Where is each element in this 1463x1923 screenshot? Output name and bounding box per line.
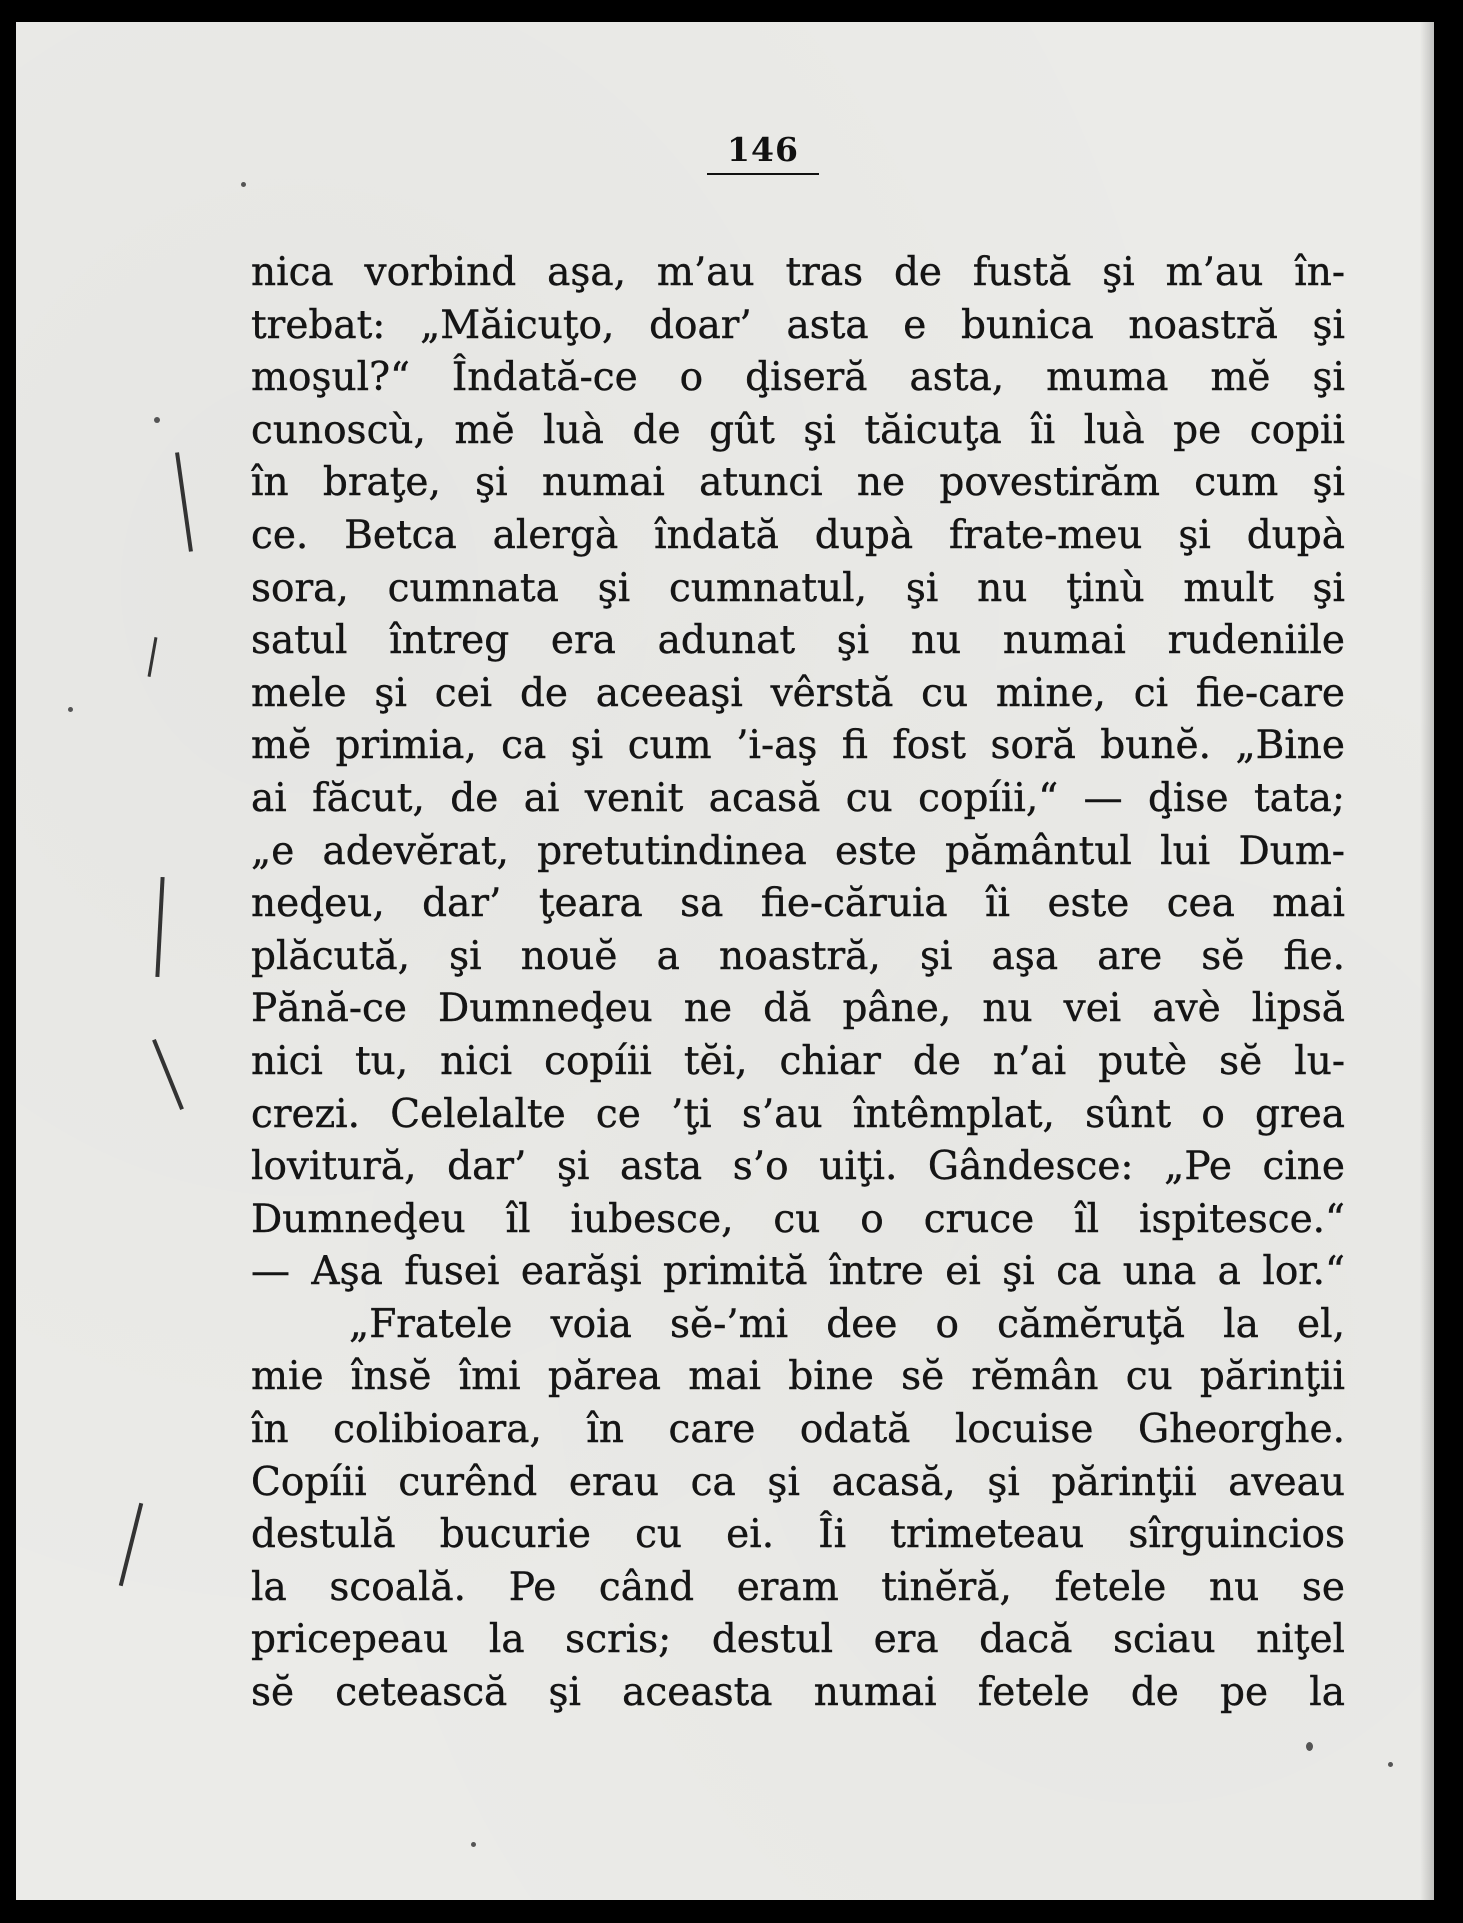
page-edge-shadow	[1420, 22, 1434, 1900]
text-line: Copíii curênd erau ca şi acasă, şi părinţii aveau	[251, 1459, 1345, 1505]
paper-speck	[471, 1842, 476, 1847]
page-header	[16, 130, 1434, 175]
paper-speck	[1306, 1742, 1313, 1751]
text-line: „e adevĕrat, pretutindinea este pământul lui Dum-	[251, 828, 1345, 874]
text-line: „Fratele voia sĕ-’mi dee o cămĕruţă la el,	[349, 1301, 1345, 1347]
text-line: Pănă-ce Dumneḑeu ne dă pâne, nu vei avè lipsă	[251, 986, 1345, 1032]
text-line: — Aşa fusei earăşi primită între ei şi ca una a lor.“	[251, 1249, 1345, 1295]
text-line: sora, cumnata şi cumnatul, şi nu ţinù mult şi	[251, 565, 1345, 611]
margin-pencil-mark	[119, 1503, 143, 1586]
text-line: moşul?“ Îndată-ce o ḑiseră asta, muma mĕ şi	[251, 355, 1345, 401]
margin-pencil-mark	[175, 452, 193, 552]
paper-speck	[1388, 1762, 1393, 1767]
paper-speck	[154, 417, 160, 423]
text-line: nica vorbind aşa, m’au tras de fustă şi m’au în-	[251, 250, 1345, 295]
text-line: ai făcut, de ai venit acasă cu copíii,“ — ḑise tata;	[251, 775, 1345, 821]
margin-pencil-mark	[148, 637, 158, 677]
text-line: mele şi cei de aceeaşi vêrstă cu mine, ci fie-care	[251, 670, 1345, 716]
text-line: trebat: „Măicuţo, doar’ asta e bunica noastră şi	[251, 302, 1345, 348]
text-line: pricepeau la scris; destul era dacă sciau niţel	[251, 1617, 1345, 1663]
text-line: satul întreg era adunat şi nu numai rudeniile	[251, 618, 1345, 664]
text-line: la scoală. Pe când eram tinĕră, fetele nu se	[251, 1564, 1345, 1610]
text-line: cunoscù, mĕ luà de gût şi tăicuţa îi luà pe copii	[251, 407, 1345, 453]
text-line: destulă bucurie cu ei. Îi trimeteau sîrguincios	[251, 1512, 1345, 1558]
text-line: nici tu, nici copíii tĕi, chiar de n’ai putè sĕ lu-	[251, 1038, 1345, 1084]
paper-speck	[241, 182, 246, 187]
margin-pencil-mark	[155, 877, 164, 977]
text-line: Dumneḑeu îl iubesce, cu o cruce îl ispitesce.“	[251, 1196, 1345, 1242]
margin-pencil-mark	[152, 1039, 184, 1110]
text-line: în colibioara, în care odată locuise Gheorghe.	[251, 1407, 1345, 1453]
text-line: ce. Betca alergà îndată dupà frate-meu şi dupà	[251, 512, 1345, 558]
text-line: sĕ cetească şi aceasta numai fetele de pe la	[251, 1670, 1345, 1716]
book-page	[16, 22, 1434, 1900]
text-line: în braţe, şi numai atunci ne povestirăm cum şi	[251, 460, 1345, 506]
text-line: neḑeu, dar’ ţeara sa fie-căruia îi este cea mai	[251, 881, 1345, 927]
text-line: plăcută, şi nouĕ a noastră, şi aşa are sĕ fie.	[251, 933, 1345, 979]
text-line: crezi. Celelalte ce ’ţi s’au întêmplat, sûnt o grea	[251, 1091, 1345, 1137]
text-line: mie însĕ îmi părea mai bine sĕ rĕmân cu părinţii	[251, 1354, 1345, 1400]
page-number: 146	[707, 130, 819, 175]
page-text	[251, 247, 1345, 1720]
paper-speck	[68, 707, 73, 712]
text-line: lovitură, dar’ şi asta s’o uiţi. Gândesce: „Pe cine	[251, 1144, 1345, 1190]
text-line: mĕ primia, ca şi cum ’i-aş fi fost soră bunĕ. „Bine	[251, 723, 1345, 769]
